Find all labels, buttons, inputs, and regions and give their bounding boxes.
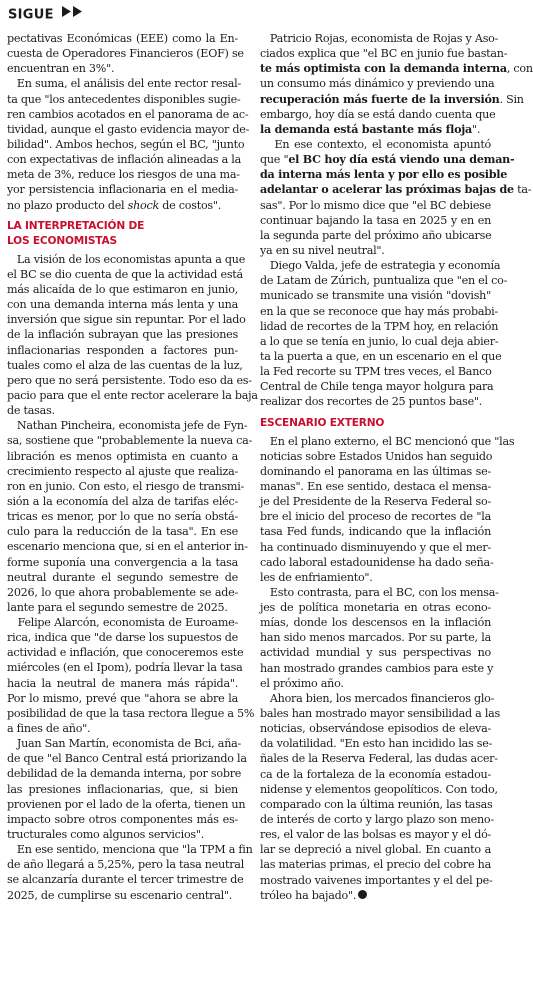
text-line: [7, 555, 238, 570]
line-text: pectativas Económicas (EEE) como la En-: [7, 32, 238, 45]
text-line: [260, 92, 524, 107]
line-text: han mostrado grandes cambios para este y: [260, 661, 494, 675]
line-text: lidad de recortes de la TPM hoy, en relación: [260, 319, 499, 333]
line-text: 2025, de cumplirse su escenario central".: [7, 888, 233, 902]
line-text: dominando el panorama en las últimas se-: [260, 464, 491, 478]
line-text: je del Presidente de la Reserva Federal so-: [260, 495, 491, 509]
line-text: Diego Valda, jefe de estrategia y economía: [269, 259, 501, 273]
text-line: [260, 661, 494, 676]
text-line: [7, 751, 247, 766]
line-text: en la que se reconoce que hay más probabi-: [260, 304, 498, 318]
line-text: les de enfriamiento".: [260, 570, 373, 584]
text-line: [260, 827, 491, 842]
line-text: da volatilidad. "En esto han incidido las se-: [260, 737, 493, 751]
text-line: [7, 403, 238, 418]
line-text: impacto sobre otros componentes más es-: [7, 812, 238, 826]
line-text: Patricio Rojas, economista de Rojas y Aso-: [269, 32, 499, 45]
line-text: tasa Fed funds, indicando que la inflación: [260, 525, 491, 539]
line-text: nidense y elementos geopolíticos. Con todo,: [260, 782, 498, 796]
text-line: [7, 888, 238, 903]
line-text: sa, sostiene que "probablemente la nueva ca-: [7, 434, 253, 448]
line-text: de tasas.: [7, 404, 55, 418]
line-text: Juan San Martín, economista de Bci, aña-: [16, 737, 242, 751]
bold-text: adelantar o acelerar las próximas bajas de: [260, 183, 514, 197]
line-text: En ese contexto, el economista apuntó: [274, 137, 492, 151]
text-line: [7, 343, 238, 358]
text-line: [7, 46, 244, 61]
line-text: posibilidad de que la tasa rectora llegue a 5%: [7, 706, 255, 720]
bold-text: recuperación más fuerte de la inversión: [260, 92, 500, 106]
line-text: Ahora bien, los mercados financieros glo-: [269, 691, 495, 705]
line-text: ".: [472, 122, 481, 136]
line-text: realizar dos recortes de 25 puntos base".: [260, 395, 483, 409]
text-line: [260, 394, 491, 409]
text-line: [260, 494, 491, 509]
line-text: tructurales como algunos servicios".: [7, 828, 205, 842]
line-text: a lo que se tenía en junio, lo cual deja abier-: [260, 334, 499, 348]
line-text: Esto contrasta, para el BC, con los mensa-: [269, 585, 499, 599]
text-line: [260, 812, 494, 827]
line-text: ta la puerta a que, en un escenario en el que: [260, 349, 502, 363]
line-text: se alcanzaría durante el tercer trimestre de: [7, 873, 244, 887]
line-text: noticias, observándose episodios de eleva-: [260, 722, 491, 736]
text-line: [260, 600, 491, 615]
text-line: [7, 797, 246, 812]
text-line: [260, 449, 491, 464]
text-line: [7, 782, 238, 797]
text-line: [7, 494, 238, 509]
text-line: [7, 615, 238, 630]
text-line: [260, 540, 491, 555]
text-line: [260, 273, 508, 288]
section-heading: LOS ECONOMISTAS: [7, 234, 117, 247]
line-text: rica, indica que "de darse los supuestos de: [7, 631, 238, 645]
line-text: sas". Por lo mismo dice que "el BC debiese: [260, 198, 491, 212]
line-text: debilidad de la demanda interna, por sobre: [7, 767, 242, 781]
text-line: [7, 373, 252, 388]
text-line: [260, 228, 491, 243]
line-text: embargo, hoy día se está dando cuenta que: [260, 107, 496, 121]
text-line: [7, 509, 238, 524]
text-line: [260, 751, 498, 766]
text-line: [7, 857, 245, 872]
text-line: [7, 167, 238, 182]
text-line: [7, 327, 238, 342]
line-text: la Fed recorte su TPM tres veces, el Banco: [260, 365, 492, 379]
text-line: [7, 660, 243, 675]
line-text: a fines de año".: [7, 722, 91, 736]
text-line: [260, 615, 491, 630]
text-line: [7, 676, 238, 691]
line-text: más alicaída de lo que estimaron en junio,: [7, 282, 238, 296]
line-text: tricas es menor, por lo que no sería obstá-: [7, 510, 238, 524]
line-text: En el plano externo, el BC mencionó que "las: [269, 434, 515, 448]
text-line: [260, 319, 499, 334]
text-line: [260, 167, 508, 182]
line-text: con expectativas de inflación alineadas a la: [7, 153, 242, 167]
text-line: [7, 297, 238, 312]
text-line: [7, 600, 238, 615]
text-line: [7, 388, 258, 403]
text-line: [7, 252, 246, 267]
line-text: ha continuado disminuyendo y que el mer-: [260, 540, 491, 554]
text-line: [260, 364, 491, 379]
line-text: ca de la fortaleza de la economía estadou-: [260, 767, 491, 781]
line-text: de que "el Banco Central está priorizando la: [7, 752, 247, 766]
text-line: [260, 509, 491, 524]
line-text: inflacionarias responden a factores pun-: [7, 343, 238, 357]
line-text: sión a la economía del alza de tarifas eléc-: [7, 494, 238, 508]
text-line: [7, 872, 244, 887]
line-text: el BC se dio cuenta de que la actividad está: [7, 267, 243, 281]
double-arrow-right-icon: [62, 6, 84, 22]
text-line: [7, 312, 246, 327]
line-text: neutral durante el segundo semestre de: [7, 570, 238, 584]
line-text: En ese sentido, menciona que "la TPM a fin: [16, 843, 253, 857]
text-line: [260, 137, 491, 152]
line-text: el próximo año.: [260, 676, 344, 690]
text-line: [7, 630, 238, 645]
line-text: ñales de la Reserva Federal, las dudas acer-: [260, 752, 498, 766]
text-line: [260, 334, 499, 349]
line-text: que ": [260, 153, 289, 167]
line-text: provienen por el lado de la oferta, tienen un: [7, 797, 246, 811]
right-column: [260, 31, 533, 903]
text-line: [260, 555, 494, 570]
text-line: [7, 433, 253, 448]
text-line: [260, 706, 500, 721]
text-line: [260, 585, 499, 600]
line-text: mías, donde los descensos en la inflación: [260, 616, 491, 630]
text-line: [7, 812, 238, 827]
line-text: noticias sobre Estados Unidos han seguido: [260, 449, 493, 463]
text-line: [7, 198, 238, 213]
line-text: comparado con la última reunión, las tasas: [260, 797, 493, 811]
text-line: [260, 676, 491, 691]
text-line: [260, 767, 491, 782]
bold-text: el BC hoy día está viendo una deman-: [288, 153, 515, 167]
text-line: [7, 282, 238, 297]
text-line: [260, 61, 533, 76]
text-line: [260, 645, 491, 660]
text-line: [260, 46, 508, 61]
continue-marker: [8, 7, 84, 23]
text-line: [260, 304, 498, 319]
line-text: manas". En ese sentido, destaca el mensa-: [260, 479, 491, 493]
text-line: [260, 349, 502, 364]
line-text: de la inflación subrayan que las presiones: [7, 328, 238, 342]
line-text: bales han mostrado mayor sensibilidad a las: [260, 707, 500, 721]
line-text: de interés de corto y largo plazo son meno-: [260, 813, 494, 827]
line-text: hacia la neutral de manera más rápida".: [7, 676, 238, 690]
text-line: [7, 418, 248, 433]
text-line: [260, 736, 491, 751]
text-line: [7, 182, 238, 197]
line-text: crecimiento respecto al ajuste que realiza-: [7, 464, 238, 478]
text-line: [7, 76, 241, 91]
left-column: [7, 31, 258, 903]
section-heading: LA INTERPRETACIÓN DE: [7, 219, 145, 232]
line-text: , con: [506, 62, 533, 76]
text-line: [7, 827, 238, 842]
line-text: forme suponía una convergencia a la tasa: [7, 555, 238, 569]
line-text: jes de política monetaria en otras econo-: [260, 601, 491, 615]
line-text: ren cambios acotados en el panorama de ac-: [7, 107, 249, 121]
line-text: un consumo más dinámico y previendo una: [260, 77, 495, 91]
line-text: actividad e inflación, que conoceremos este: [7, 646, 244, 660]
line-text: actividad mundial y sus perspectivas no: [260, 646, 491, 660]
line-text: han sido menos marcados. Por su parte, la: [260, 631, 491, 645]
text-line: [7, 267, 243, 282]
line-text: bre el inicio del proceso de recortes de "la: [260, 510, 491, 524]
text-line: [7, 539, 248, 554]
italic-text: shock: [127, 198, 159, 212]
line-text: yor persistencia inflacionaria en el media-: [7, 183, 238, 197]
line-text: no plazo producto del: [7, 198, 128, 212]
text-line: [260, 524, 491, 539]
text-line: [7, 137, 245, 152]
line-text: Central de Chile tenga mayor holgura para: [260, 380, 494, 394]
text-line: [7, 152, 242, 167]
text-line: [260, 888, 491, 903]
line-text: . Sin: [499, 92, 524, 106]
text-line: [7, 449, 238, 464]
text-line: [7, 464, 238, 479]
line-text: inversión que sigue sin repuntar. Por el lado: [7, 313, 246, 327]
line-text: pacio para que el ente rector acelerare la baja: [7, 388, 258, 402]
text-line: [7, 691, 238, 706]
text-line: [260, 873, 491, 888]
line-text: ta que "los antecedentes disponibles sugie-: [7, 92, 241, 106]
text-line: [260, 243, 491, 258]
text-line: [260, 379, 494, 394]
text-line: [260, 434, 515, 449]
line-text: lar se depreció a nivel global. En cuanto a: [260, 843, 491, 857]
text-line: [260, 76, 495, 91]
line-text: de Latam de Zúrich, puntualiza que "en el co-: [260, 274, 508, 288]
text-line: [7, 585, 238, 600]
text-line: [7, 706, 255, 721]
line-text: continuar bajando la tasa en 2025 y en en: [260, 213, 491, 227]
text-line: [7, 31, 238, 46]
text-line: [7, 358, 243, 373]
text-line: [260, 198, 491, 213]
text-line: [7, 107, 249, 122]
text-line: [260, 31, 499, 46]
line-text: lante para el segundo semestre de 2025.: [7, 600, 228, 614]
text-line: [260, 213, 491, 228]
text-line: [7, 122, 250, 137]
line-text: municado se transmite una visión "dovish": [260, 289, 491, 303]
line-text: escenario menciona que, si en el anterior in-: [7, 540, 248, 554]
line-text: ron en junio. Con esto, el riesgo de transmi-: [7, 479, 245, 493]
bold-text: da interna más lenta y por ello es posible: [260, 168, 508, 182]
line-text: 2026, lo que ahora probablemente se ade-: [7, 585, 238, 599]
line-text: miércoles (en el Ipom), podría llevar la tasa: [7, 661, 243, 675]
line-text: mostrado vaivenes importantes y el del pe-: [260, 873, 493, 887]
text-line: [260, 288, 491, 303]
line-text: En suma, el análisis del ente rector resal-: [16, 77, 241, 91]
line-text: las presiones inflacionarias, que, si bien: [7, 782, 238, 796]
text-line: [7, 524, 238, 539]
text-line: [260, 258, 501, 273]
text-line: [7, 842, 253, 857]
text-line: [260, 122, 491, 137]
line-text: tividad, aunque el gasto evidencia mayor de-: [7, 122, 250, 136]
line-text: tuales como el alza de las cuentas de la luz,: [7, 358, 243, 372]
line-text: libración es menos optimista en cuanto a: [7, 449, 238, 463]
section-heading: ESCENARIO EXTERNO: [260, 416, 385, 429]
text-line: [260, 182, 532, 197]
line-text: encuentran en 3%".: [7, 62, 115, 76]
text-line: [7, 61, 238, 76]
text-line: [260, 842, 491, 857]
bold-text: te más optimista con la demanda interna: [260, 62, 507, 76]
line-text: La visión de los economistas apunta a que: [16, 252, 246, 266]
text-line: [260, 797, 491, 812]
line-text: con una demanda interna más lenta y una: [7, 298, 238, 312]
text-line: [260, 782, 498, 797]
line-text: Felipe Alarcón, economista de Euroame-: [17, 616, 238, 630]
line-text: res, el valor de las bolsas es mayor y el dó-: [260, 828, 492, 842]
text-line: [260, 479, 491, 494]
text-line: [260, 464, 491, 479]
text-line: [260, 107, 496, 122]
line-text: meta de 3%, reduce los riesgos de una ma-: [7, 168, 240, 182]
line-text: las materias primas, el precio del cobre ha: [260, 858, 491, 872]
line-text: pero que no será persistente. Todo eso da es-: [7, 373, 252, 387]
text-line: [7, 479, 245, 494]
text-line: [260, 691, 495, 706]
line-text: ciados explica que "el BC en junio fue bastan-: [260, 47, 508, 61]
line-text: cado laboral estadounidense ha dado seña-: [260, 555, 494, 569]
line-text: ta-: [513, 183, 532, 197]
end-of-article-icon: [358, 890, 367, 899]
line-text: tróleo ha bajado".: [260, 888, 357, 902]
line-text: culo para la reducción de la tasa". En ese: [7, 525, 238, 539]
text-line: [7, 570, 238, 585]
text-line: [7, 645, 244, 660]
text-line: [7, 92, 241, 107]
line-text: Por lo mismo, prevé que "ahora se abre la: [7, 691, 238, 705]
line-text: de costos".: [159, 198, 222, 212]
bold-text: la demanda está bastante más floja: [260, 122, 473, 136]
line-text: Nathan Pincheira, economista jefe de Fyn-: [16, 419, 248, 433]
continue-label: SIGUE: [8, 7, 54, 23]
line-text: cuesta de Operadores Financieros (EOF) se: [7, 47, 244, 61]
text-line: [7, 736, 242, 751]
line-text: bilidad". Ambos hechos, según el BC, "junto: [7, 137, 245, 151]
text-line: [260, 152, 515, 167]
line-text: ya en su nivel neutral".: [260, 243, 385, 257]
text-line: [7, 721, 238, 736]
line-text: la segunda parte del próximo año ubicarse: [260, 228, 492, 242]
text-line: [260, 630, 491, 645]
text-line: [260, 721, 491, 736]
text-line: [260, 857, 491, 872]
text-line: [7, 766, 242, 781]
line-text: de año llegará a 5,25%, pero la tasa neutral: [7, 858, 245, 872]
text-line: [260, 570, 491, 585]
